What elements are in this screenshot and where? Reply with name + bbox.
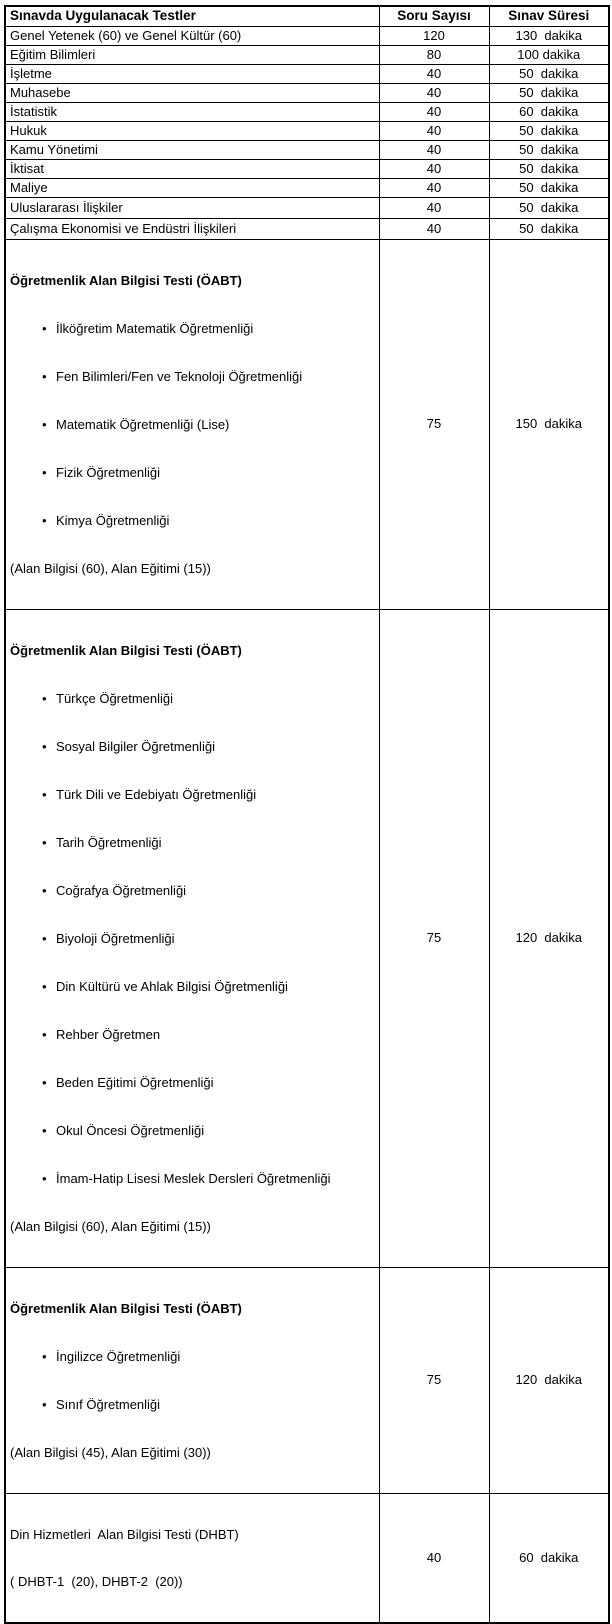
group-title: Öğretmenlik Alan Bilgisi Testi (ÖABT) — [10, 1300, 242, 1316]
table-row-group-oabt-2 — [5, 609, 609, 1267]
list-item: • Rehber Öğretmen — [10, 1027, 375, 1043]
list-item: • Biyoloji Öğretmenliği — [10, 931, 375, 947]
list-item: • Türkçe Öğretmenliği — [10, 691, 375, 707]
list-item: • Coğrafya Öğretmenliği — [10, 883, 375, 899]
table-row — [5, 159, 609, 178]
duration-cell: 50 dakika — [489, 83, 609, 102]
group-title: Öğretmenlik Alan Bilgisi Testi (ÖABT) — [10, 272, 242, 288]
question-count-cell: 40 — [379, 159, 489, 178]
question-count-cell: 40 — [379, 121, 489, 140]
table-row — [5, 102, 609, 121]
list-item: • Fen Bilimleri/Fen ve Teknoloji Öğretmenliği — [10, 369, 375, 385]
col-header-tests: Sınavda Uygulanacak Testler — [5, 6, 379, 26]
question-count-cell: 75 — [379, 609, 489, 1267]
duration-cell: 50 dakika — [489, 178, 609, 197]
list-item: • Sosyal Bilgiler Öğretmenliği — [10, 739, 375, 755]
duration-cell: 100 dakika — [489, 45, 609, 64]
list-item: • Matematik Öğretmenliği (Lise) — [10, 417, 375, 433]
test-name-cell: Hukuk — [5, 121, 379, 140]
test-name-cell — [5, 1493, 379, 1623]
duration-cell: 150 dakika — [489, 239, 609, 609]
group-title: Öğretmenlik Alan Bilgisi Testi (ÖABT) — [10, 642, 242, 658]
question-count-cell: 40 — [379, 83, 489, 102]
list-item: • İmam-Hatip Lisesi Meslek Dersleri Öğretmenliği — [10, 1171, 375, 1187]
test-name-line: ( DHBT-1 (20), DHBT-2 (20)) — [10, 1573, 183, 1589]
table-header-row — [5, 6, 609, 26]
test-name-cell: Maliye — [5, 178, 379, 197]
list-item: • Sınıf Öğretmenliği — [10, 1397, 375, 1413]
question-count-cell: 40 — [379, 197, 489, 218]
list-item: • Tarih Öğretmenliği — [10, 835, 375, 851]
table-row — [5, 197, 609, 218]
question-count-cell: 75 — [379, 1267, 489, 1493]
question-count-cell: 40 — [379, 102, 489, 121]
duration-cell: 130 dakika — [489, 26, 609, 45]
question-count-cell: 40 — [379, 178, 489, 197]
list-item: • Türk Dili ve Edebiyatı Öğretmenliği — [10, 787, 375, 803]
duration-cell: 50 dakika — [489, 140, 609, 159]
table-row — [5, 178, 609, 197]
test-name-cell: Uluslararası İlişkiler — [5, 197, 379, 218]
list-item: • Okul Öncesi Öğretmenliği — [10, 1123, 375, 1139]
list-item: • İngilizce Öğretmenliği — [10, 1349, 375, 1365]
test-name-cell: Muhasebe — [5, 83, 379, 102]
question-count-cell: 80 — [379, 45, 489, 64]
duration-cell: 60 dakika — [489, 1493, 609, 1623]
duration-cell: 120 dakika — [489, 1267, 609, 1493]
table-row — [5, 45, 609, 64]
table-row — [5, 121, 609, 140]
group-cell — [5, 609, 379, 1267]
table-row-group-oabt-3 — [5, 1267, 609, 1493]
duration-cell: 50 dakika — [489, 121, 609, 140]
group-footnote: (Alan Bilgisi (60), Alan Eğitimi (15)) — [10, 560, 211, 576]
table-row — [5, 26, 609, 45]
group-cell — [5, 1267, 379, 1493]
list-item: • Kimya Öğretmenliği — [10, 513, 375, 529]
question-count-cell: 40 — [379, 140, 489, 159]
table-row — [5, 83, 609, 102]
question-count-cell: 75 — [379, 239, 489, 609]
question-count-cell: 40 — [379, 64, 489, 83]
test-name-cell: Kamu Yönetimi — [5, 140, 379, 159]
list-item: • Din Kültürü ve Ahlak Bilgisi Öğretmenliği — [10, 979, 375, 995]
duration-cell: 120 dakika — [489, 609, 609, 1267]
test-name-cell: İstatistik — [5, 102, 379, 121]
duration-cell: 50 dakika — [489, 197, 609, 218]
table-row-group-oabt-1 — [5, 239, 609, 609]
list-item: • Beden Eğitimi Öğretmenliği — [10, 1075, 375, 1091]
test-name-cell: Genel Yetenek (60) ve Genel Kültür (60) — [5, 26, 379, 45]
question-count-cell: 40 — [379, 1493, 489, 1623]
group-cell — [5, 239, 379, 609]
test-name-cell: Çalışma Ekonomisi ve Endüstri İlişkileri — [5, 218, 379, 239]
test-name-cell: İşletme — [5, 64, 379, 83]
duration-cell: 60 dakika — [489, 102, 609, 121]
table-row-dhbt — [5, 1493, 609, 1623]
duration-cell: 50 dakika — [489, 64, 609, 83]
table-row — [5, 64, 609, 83]
test-name-cell: İktisat — [5, 159, 379, 178]
table-row — [5, 218, 609, 239]
table-row — [5, 140, 609, 159]
group-footnote: (Alan Bilgisi (45), Alan Eğitimi (30)) — [10, 1444, 211, 1460]
col-header-question-count: Soru Sayısı — [379, 6, 489, 26]
duration-cell: 50 dakika — [489, 159, 609, 178]
list-item: • Fizik Öğretmenliği — [10, 465, 375, 481]
question-count-cell: 120 — [379, 26, 489, 45]
question-count-cell: 40 — [379, 218, 489, 239]
test-name-cell: Eğitim Bilimleri — [5, 45, 379, 64]
test-name-line: Din Hizmetleri Alan Bilgisi Testi (DHBT) — [10, 1526, 239, 1542]
col-header-duration: Sınav Süresi — [489, 6, 609, 26]
list-item: • İlköğretim Matematik Öğretmenliği — [10, 321, 375, 337]
group-footnote: (Alan Bilgisi (60), Alan Eğitimi (15)) — [10, 1218, 211, 1234]
duration-cell: 50 dakika — [489, 218, 609, 239]
exam-tests-table — [4, 5, 610, 1624]
